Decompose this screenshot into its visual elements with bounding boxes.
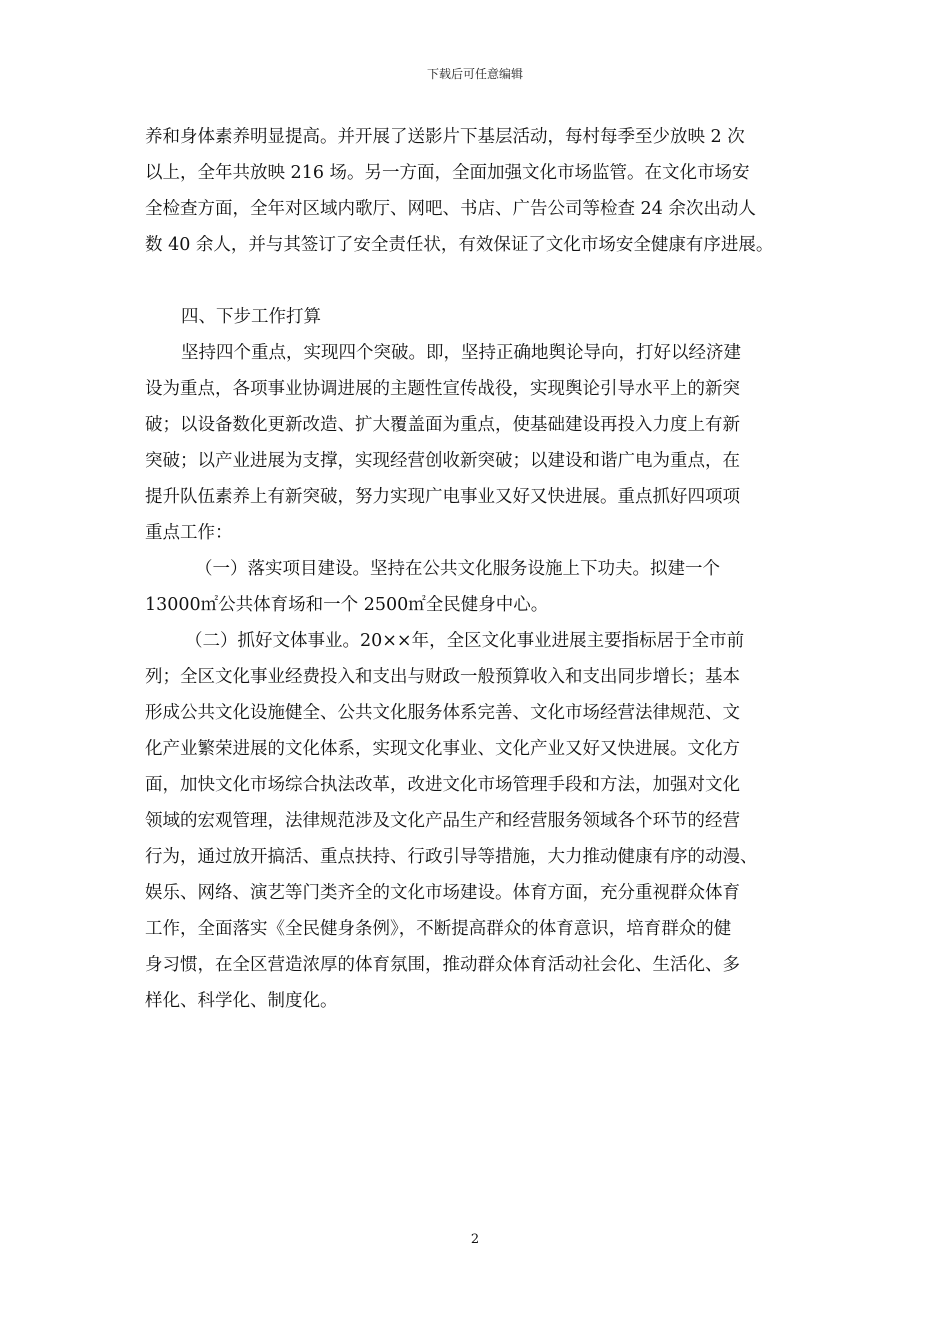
text-line: 13000㎡公共体育场和一个 2500㎡全民健身中心。 [145, 595, 549, 615]
text-line: 化产业繁荣进展的文化体系，实现文化事业、文化产业又好又快进展。文化方 [145, 739, 740, 759]
text-line: 数 40 余人，并与其签订了安全责任状，有效保证了文化市场安全健康有序进展。 [145, 235, 774, 255]
text-line: 破；以设备数化更新改造、扩大覆盖面为重点，使基础建设再投入力度上有新 [145, 415, 740, 435]
text-line: 形成公共文化设施健全、公共文化服务体系完善、文化市场经营法律规范、文 [145, 703, 740, 723]
text-line: （一）落实项目建设。坚持在公共文化服务设施上下功夫。拟建一个 [195, 559, 720, 579]
page-header: 下载后可任意编辑 [426, 67, 523, 81]
paragraph-2 [145, 335, 835, 551]
text-line: 娱乐、网络、演艺等门类齐全的文化市场建设。体育方面，充分重视群众体育 [145, 883, 740, 903]
document-body [145, 119, 835, 1019]
text-line: 面，加快文化市场综合执法改革，改进文化市场管理手段和方法，加强对文化 [145, 775, 740, 795]
text-line: 坚持四个重点，实现四个突破。即，坚持正确地舆论导向，打好以经济建 [181, 343, 741, 363]
text-line: 提升队伍素养上有新突破，努力实现广电事业又好又快进展。重点抓好四项项 [145, 487, 740, 507]
paragraph-gap [145, 263, 835, 299]
paragraph-1 [145, 119, 835, 263]
paragraph-4 [145, 623, 835, 1019]
text-line: 身习惯，在全区营造浓厚的体育氛围，推动群众体育活动社会化、生活化、多 [145, 955, 740, 975]
section-heading: 四、下步工作打算 [181, 307, 321, 327]
text-line: 列；全区文化事业经费投入和支出与财政一般预算收入和支出同步增长；基本 [145, 667, 740, 687]
text-line: 行为，通过放开搞活、重点扶持、行政引导等措施，大力推动健康有序的动漫、 [145, 847, 758, 867]
text-line: 以上，全年共放映 216 场。另一方面，全面加强文化市场监管。在文化市场安 [145, 163, 750, 183]
text-line: 领域的宏观管理，法律规范涉及文化产品生产和经营服务领域各个环节的经营 [145, 811, 740, 831]
page-number: 2 [470, 1232, 480, 1247]
text-line: 全检查方面，全年对区域内歌厅、网吧、书店、广告公司等检查 24 余次出动人 [145, 199, 756, 219]
text-line: 突破；以产业进展为支撑，实现经营创收新突破；以建设和谐广电为重点，在 [145, 451, 740, 471]
text-line: 样化、科学化、制度化。 [145, 991, 338, 1011]
text-line: 设为重点，各项事业协调进展的主题性宣传战役，实现舆论引导水平上的新突 [145, 379, 740, 399]
paragraph-3 [145, 551, 835, 623]
text-line: 工作，全面落实《全民健身条例》，不断提高群众的体育意识，培育群众的健 [145, 919, 732, 939]
text-line: 养和身体素养明显提高。并开展了送影片下基层活动，每村每季至少放映 2 次 [145, 127, 745, 147]
text-line: 重点工作： [145, 523, 233, 543]
text-line: （二）抓好文体事业。20××年，全区文化事业进展主要指标居于全市前 [185, 631, 745, 651]
